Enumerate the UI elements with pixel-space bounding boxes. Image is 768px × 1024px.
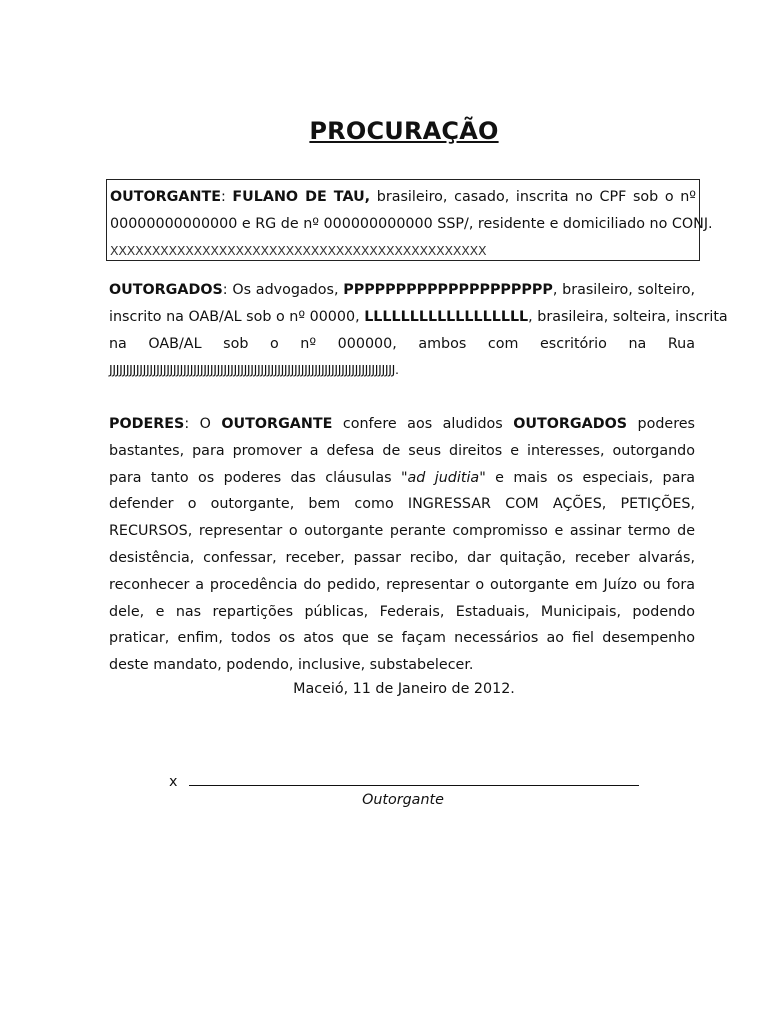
outorgados-l2b: , brasileira, solteira, inscrita — [528, 308, 728, 325]
outorgados-line-1 — [109, 277, 695, 304]
outorgados-line-2 — [109, 304, 728, 331]
poderes-t3: poderes bastantes, para promover a defesa de seus direitos e interesses, outorgando para tanto os poderes das cláusulas — [109, 416, 695, 486]
outorgante-line-2: 00000000000000 e RG de nº 000000000000 SSP/, residente e domiciliado no CONJ. — [110, 215, 713, 232]
outorgados-l2a: inscrito na OAB/AL sob o nº 00000, — [109, 308, 365, 325]
outorgados-paragraph — [109, 277, 728, 384]
outorgado-name-1: PPPPPPPPPPPPPPPPPPPP — [343, 282, 553, 298]
poderes-t2: confere aos aludidos — [332, 416, 514, 432]
outorgados-line-4: JJJJJJJJJJJJJJJJJJJJJJJJJJJJJJJJJJJJJJJJJJJJJJJJJJJJJJJJJJJJJJJJJJJJJJJJJJJJJJJJJJJJJ. — [109, 362, 399, 378]
place-date: Maceió, 11 de Janeiro de 2012. — [293, 681, 515, 697]
outorgados-label: OUTORGADOS — [109, 282, 223, 298]
poderes-t4: e mais os especiais, para defender o outorgante, bem como INGRESSAR COM AÇÕES, PETIÇÕES, RECURSOS, representar o outorgante perante compromisso e assinar termo de desistência, confessar, receber, passar recibo, dar quitação, receber alvarás, reconhecer a procedência do pedido, representar o outorgante em Juízo ou fora dele, e nas repartições públicas, Federais, Estaduais, Municipais, podendo praticar, enfim, todos os atos que se façam necessários ao fiel desempenho deste mandato, podendo, inclusive, substabelecer. — [109, 469, 696, 674]
poderes-outorgados: OUTORGADOS — [513, 416, 628, 432]
outorgante-line1-rest: brasileiro, casado, inscrita no CPF sob o nº — [370, 189, 696, 205]
ad-juditia-term: "ad juditia" — [400, 469, 486, 486]
outorgante-line-3: XXXXXXXXXXXXXXXXXXXXXXXXXXXXXXXXXXXXXXXXXXXXX — [110, 242, 487, 258]
poderes-outorgante: OUTORGANTE — [221, 416, 333, 432]
signature-line — [169, 771, 639, 790]
poderes-t1: : O — [184, 416, 222, 432]
outorgante-label: OUTORGANTE — [110, 189, 221, 205]
signature-mark: x — [169, 774, 178, 790]
signature-caption: Outorgante — [362, 792, 444, 808]
document-title: PROCURAÇÃO — [309, 117, 499, 145]
outorgante-box — [106, 179, 713, 261]
signature-rule — [189, 771, 639, 786]
outorgante-line-1 — [110, 184, 696, 211]
outorgante-sep: : — [220, 189, 233, 205]
poderes-paragraph — [109, 411, 695, 679]
poderes-label: PODERES — [109, 416, 185, 432]
outorgados-line-3: na OAB/AL sob o nº 000000, ambos com escritório na Rua — [109, 335, 695, 352]
outorgados-l1a: : Os advogados, — [222, 282, 344, 298]
outorgante-name: FULANO DE TAU, — [232, 189, 371, 205]
outorgado-name-2: LLLLLLLLLLLLLLLLLL — [364, 308, 529, 325]
outorgados-l1b: , brasileiro, solteiro, — [552, 282, 695, 298]
